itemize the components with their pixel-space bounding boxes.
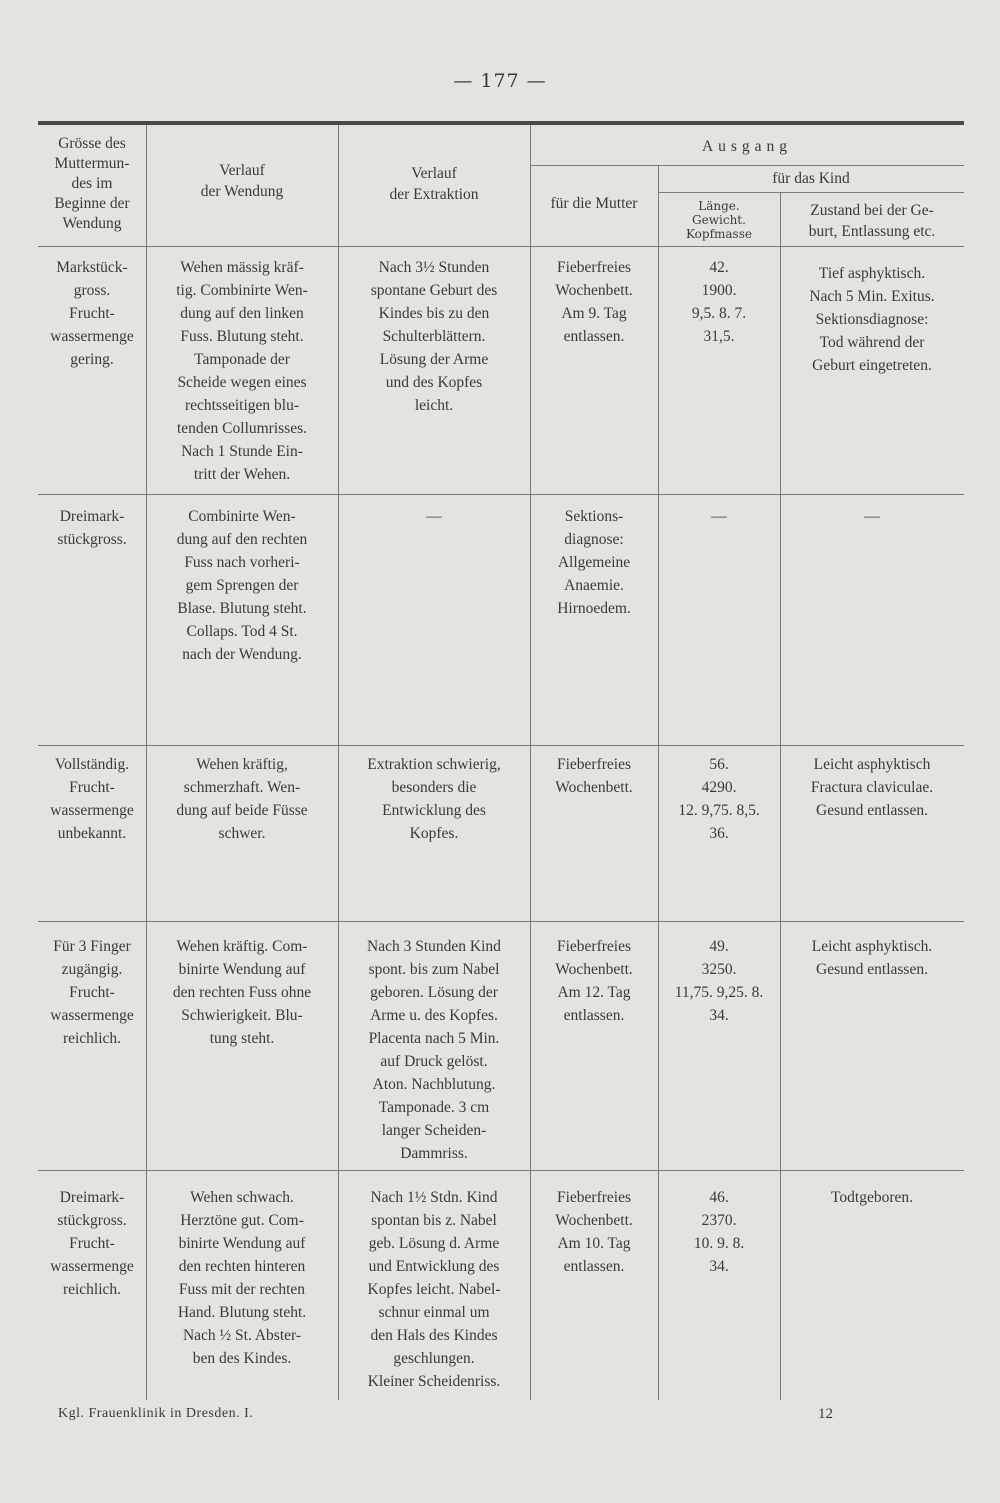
header-kind: für das Kind — [772, 170, 850, 187]
kind-rule — [658, 192, 964, 193]
row5-mutter: Fieberfreies Wochenbett. Am 10. Tag entlassen. — [555, 1189, 633, 1275]
row2-groesse: Dreimark- stückgross. — [57, 508, 127, 548]
header-ausgang: Ausgang — [701, 138, 793, 155]
row4-extraktion: Nach 3 Stunden Kind spont. bis zum Nabel geboren. Lösung der Arme u. des Kopfes. Placenta nach 5 Min. auf Druck gelöst. Aton. Nachblutung. Tamponade. 3 cm langer Scheiden- Dammriss. — [367, 938, 501, 1162]
row3-masse: 56. 4290. 12. 9,75. 8,5. 36. — [678, 756, 760, 842]
table-top-rule — [38, 121, 964, 125]
header-groesse: Grösse des Muttermun- des im Beginne der Wendung — [54, 135, 130, 232]
header-mutter: für die Mutter — [550, 195, 638, 212]
header-zustand: Zustand bei der Ge- burt, Entlassung etc. — [808, 202, 936, 240]
row1-masse: 42. 1900. 9,5. 8. 7. 31,5. — [691, 259, 747, 345]
row-divider — [38, 921, 964, 922]
row-divider — [38, 494, 964, 495]
header-bottom-rule — [38, 246, 964, 247]
row1-groesse: Markstück- gross. Frucht- wassermenge gering. — [50, 259, 134, 368]
row3-wendung: Wehen kräftig, schmerzhaft. Wen- dung auf beide Füsse schwer. — [176, 756, 308, 842]
row3-zustand: Leicht asphyktisch Fractura claviculae. Gesund entlassen. — [810, 756, 934, 819]
row4-masse: 49. 3250. 11,75. 9,25. 8. 34. — [674, 938, 764, 1024]
row5-wendung: Wehen schwach. Herztöne gut. Com- binirte Wendung auf den rechten hinteren Fuss mit der rechten Hand. Blutung steht. Nach ½ St. Abster- ben des Kindes. — [177, 1189, 307, 1367]
footer-signature-line: Kgl. Frauenklinik in Dresden. I. — [58, 1406, 254, 1421]
row4-groesse: Für 3 Finger zugängig. Frucht- wassermenge reichlich. — [50, 938, 134, 1047]
row5-zustand: Todtgeboren. — [831, 1189, 913, 1206]
row2-wendung: Combinirte Wen- dung auf den rechten Fuss nach vorheri- gem Sprengen der Blase. Blutung steht. Collaps. Tod 4 St. nach der Wendung. — [176, 508, 308, 663]
row2-extraktion: — — [426, 508, 442, 525]
row4-mutter: Fieberfreies Wochenbett. Am 12. Tag entlassen. — [555, 938, 633, 1024]
row2-zustand: — — [864, 508, 880, 525]
footer-sheet-number: 12 — [818, 1406, 833, 1422]
header-laenge: Länge. Gewicht. Kopfmasse — [686, 199, 752, 241]
row-divider — [38, 1170, 964, 1171]
row1-wendung: Wehen mässig kräf- tig. Combinirte Wen- dung auf den linken Fuss. Blutung steht. Tamponade der Scheide wegen eines rechtsseitigen blu- tenden Collumrisses. Nach 1 Stunde Ein- tritt der Wehen. — [176, 259, 308, 483]
row1-extraktion: Nach 3½ Stunden spontane Geburt des Kindes bis zu den Schulterblättern. Lösung der Arme und des Kopfes leicht. — [370, 259, 498, 414]
row2-masse: — — [711, 508, 727, 525]
row1-mutter: Fieberfreies Wochenbett. Am 9. Tag entlassen. — [555, 259, 633, 345]
row4-zustand: Leicht asphyktisch. Gesund entlassen. — [811, 938, 933, 978]
row5-masse: 46. 2370. 10. 9. 8. 34. — [693, 1189, 745, 1275]
row3-mutter: Fieberfreies Wochenbett. — [555, 756, 633, 796]
row5-groesse: Dreimark- stückgross. Frucht- wassermenge reichlich. — [50, 1189, 134, 1298]
ausgang-rule — [530, 165, 964, 166]
row3-groesse: Vollständig. Frucht- wassermenge unbekannt. — [50, 756, 134, 842]
row5-extraktion: Nach 1½ Stdn. Kind spontan bis z. Nabel geb. Lösung d. Arme und Entwicklung des Kopfes leicht. Nabel- schnur einmal um den Hals des Kindes geschlungen. Kleiner Scheidenriss. — [367, 1189, 501, 1390]
row-divider — [38, 745, 964, 746]
row4-wendung: Wehen kräftig. Com- binirte Wendung auf den rechten Fuss ohne Schwierigkeit. Blu- tung steht. — [172, 938, 312, 1047]
header-verlauf-wendung: Verlauf der Wendung — [200, 162, 284, 200]
row1-zustand: Tief asphyktisch. Nach 5 Min. Exitus. Sektionsdiagnose: Tod während der Geburt eingetreten. — [809, 265, 935, 374]
page-number: — 177 — — [453, 70, 547, 92]
row3-extraktion: Extraktion schwierig, besonders die Entwicklung des Kopfes. — [367, 756, 501, 842]
header-verlauf-extraktion: Verlauf der Extraktion — [389, 165, 479, 203]
row2-mutter: Sektions- diagnose: Allgemeine Anaemie. Hirnoedem. — [557, 508, 631, 617]
